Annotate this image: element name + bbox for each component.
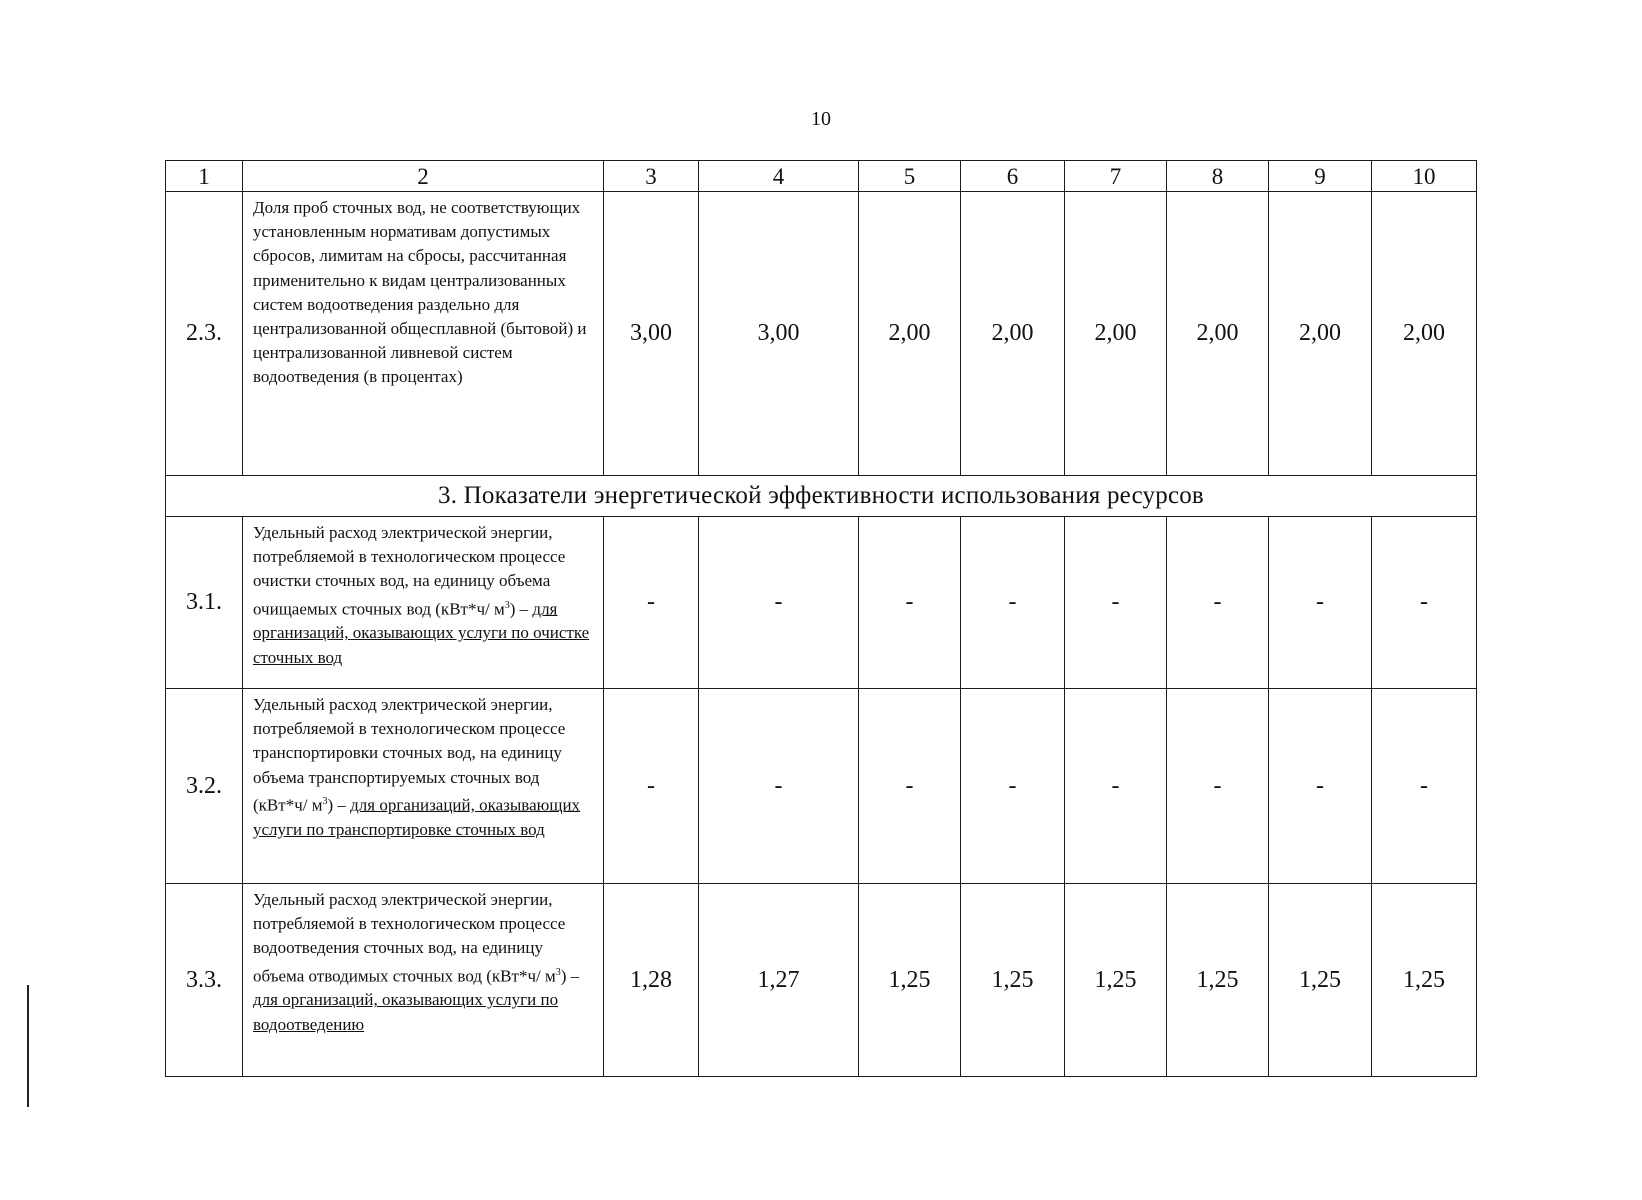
header-cell: 9 (1269, 161, 1372, 192)
value-cell: 3,00 (699, 192, 859, 476)
value-cell: - (859, 517, 961, 689)
superscript: 3 (504, 599, 510, 611)
header-cell: 3 (604, 161, 699, 192)
table-row (166, 884, 1477, 1077)
row-description (243, 689, 604, 884)
value-cell: 2,00 (1269, 192, 1372, 476)
value-cell: 2,00 (961, 192, 1065, 476)
value-cell: - (604, 689, 699, 884)
row-description (243, 517, 604, 689)
value-cell: 1,25 (1372, 884, 1477, 1077)
header-row (166, 161, 1477, 192)
value-cell: 1,25 (1269, 884, 1372, 1077)
section-row (166, 476, 1477, 517)
row-description (243, 884, 604, 1077)
description-underlined: для организаций, оказывающих услуги по очистке сточных вод (253, 599, 590, 667)
value-cell: - (1269, 517, 1372, 689)
description-text: Удельный расход электрической энергии, потребляемой в технологическом процессе водоотведения сточных вод, на единицу объема отводимых сточных вод (кВт*ч/ м (253, 890, 566, 986)
superscript: 3 (555, 966, 561, 978)
table-row (166, 517, 1477, 689)
description-tail: ) – (327, 795, 346, 815)
value-cell: - (1065, 689, 1167, 884)
header-cell: 10 (1372, 161, 1477, 192)
value-cell: - (1372, 517, 1477, 689)
description-underlined: для организаций, оказывающих услуги по водоотведению (253, 990, 559, 1034)
value-cell: - (1269, 689, 1372, 884)
value-cell: 3,00 (604, 192, 699, 476)
value-cell: 1,25 (859, 884, 961, 1077)
description-tail: ) – (509, 599, 529, 619)
row-description: Доля проб сточных вод, не соответствующих установленным нормативам допустимых сбросов, лимитам на сбросы, рассчитанная применительно к видам централизованных систем водоотведения раздельно для централизованной общесплавной (бытовой) и централизованной ливневой систем водоотведения (в процентах) (243, 192, 604, 476)
section-title: 3. Показатели энергетической эффективности использования ресурсов (166, 476, 1477, 517)
row-number: 3.3. (166, 884, 243, 1077)
value-cell: 1,25 (961, 884, 1065, 1077)
description-underlined: для организаций, оказывающих услуги по транспортировке сточных вод (253, 795, 581, 839)
header-cell: 4 (699, 161, 859, 192)
value-cell: - (961, 517, 1065, 689)
header-cell: 1 (166, 161, 243, 192)
indicators-table (165, 160, 1477, 1077)
value-cell: 1,28 (604, 884, 699, 1077)
table-row (166, 192, 1477, 476)
description-text: Удельный расход электрической энергии, потребляемой в технологическом процессе транспортировки сточных вод, на единицу объема транспортируемых сточных вод (кВт*ч/ м (253, 695, 566, 815)
value-cell: - (1167, 689, 1269, 884)
value-cell: 2,00 (1372, 192, 1477, 476)
margin-line (27, 985, 29, 1107)
row-number: 3.1. (166, 517, 243, 689)
row-number: 3.2. (166, 689, 243, 884)
page-number: 10 (811, 108, 831, 130)
value-cell: 2,00 (1065, 192, 1167, 476)
description-tail: ) – (560, 966, 580, 986)
header-cell: 8 (1167, 161, 1269, 192)
value-cell: 1,27 (699, 884, 859, 1077)
value-cell: - (859, 689, 961, 884)
value-cell: - (699, 517, 859, 689)
value-cell: 2,00 (1167, 192, 1269, 476)
value-cell: - (961, 689, 1065, 884)
value-cell: - (1065, 517, 1167, 689)
header-cell: 2 (243, 161, 604, 192)
value-cell: - (604, 517, 699, 689)
header-cell: 6 (961, 161, 1065, 192)
value-cell: - (1372, 689, 1477, 884)
row-number: 2.3. (166, 192, 243, 476)
value-cell: - (1167, 517, 1269, 689)
description-text: Удельный расход электрической энергии, потребляемой в технологическом процессе очистки сточных вод, на единицу объема очищаемых сточных вод (кВт*ч/ м (253, 523, 566, 619)
value-cell: 2,00 (859, 192, 961, 476)
table-row (166, 689, 1477, 884)
superscript: 3 (322, 795, 328, 807)
header-cell: 5 (859, 161, 961, 192)
value-cell: 1,25 (1167, 884, 1269, 1077)
header-cell: 7 (1065, 161, 1167, 192)
value-cell: 1,25 (1065, 884, 1167, 1077)
value-cell: - (699, 689, 859, 884)
